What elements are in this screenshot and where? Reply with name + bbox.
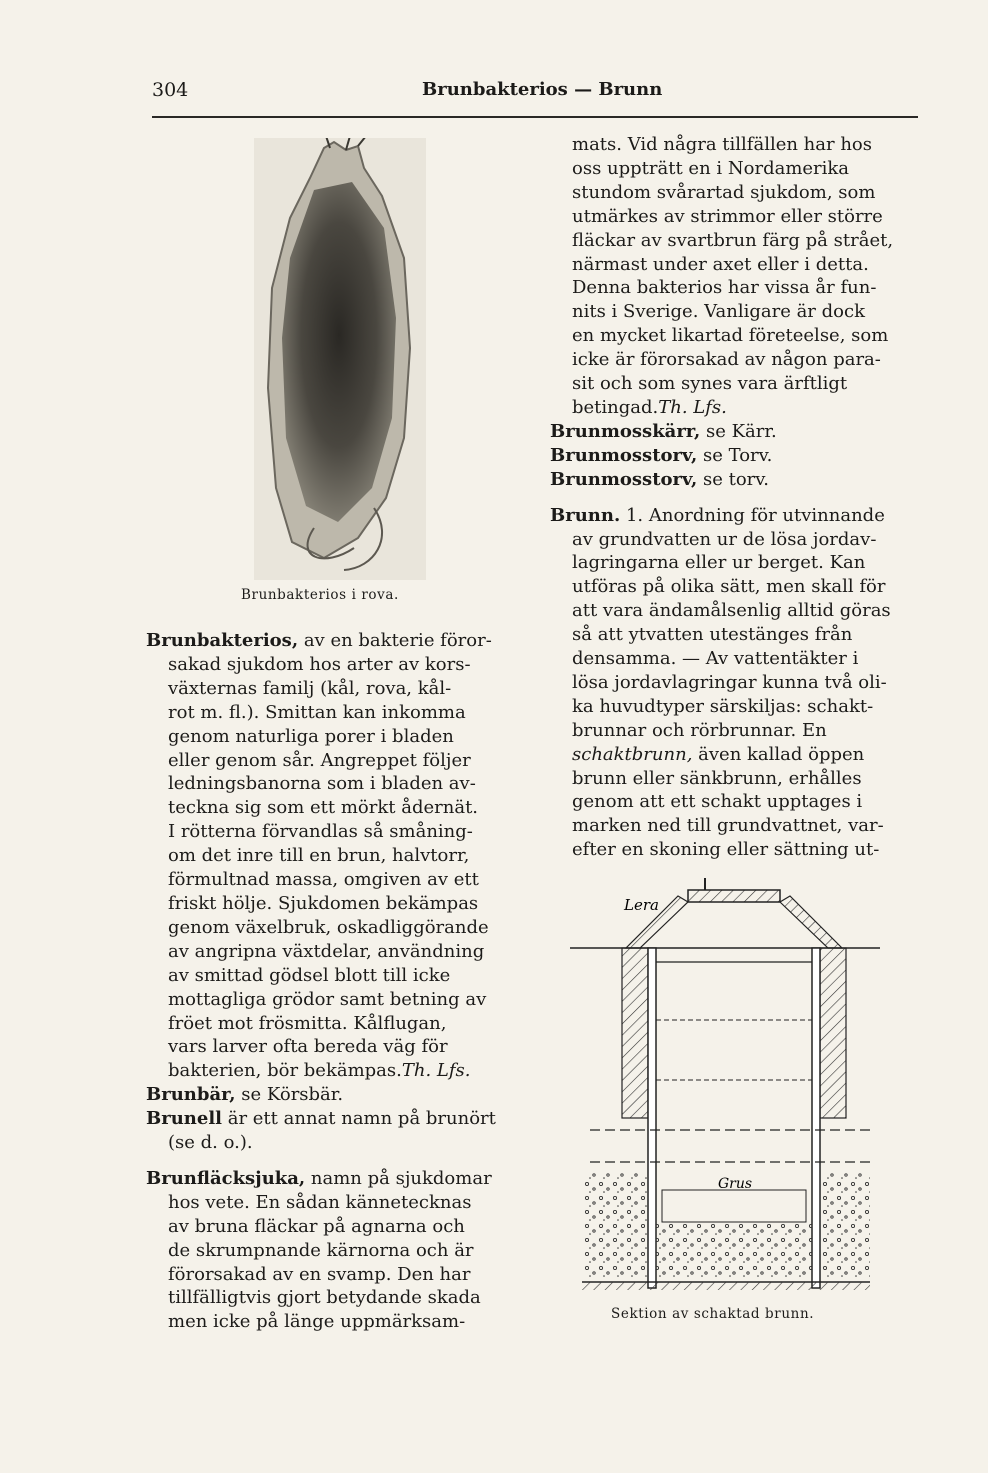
- signature: Th. Lfs.: [658, 396, 727, 418]
- entry-line: av smittad gödsel blott till icke: [168, 964, 451, 986]
- entry-line: hos vete. En sådan kännetecknas: [168, 1191, 472, 1213]
- entry-brunmosstorv: [550, 444, 920, 468]
- entry-line: men icke på länge uppmärksam-: [168, 1311, 466, 1333]
- headword: Brunmosstorv,: [550, 444, 698, 466]
- entry-line: oss uppträtt en i Nordamerika: [572, 157, 850, 179]
- headword: Brunfläcksjuka,: [146, 1167, 306, 1189]
- label-grus: Grus: [718, 1176, 753, 1192]
- entry-line: genom naturliga porer i bladen: [168, 725, 454, 747]
- entry-line: de skrumpnande kärnorna och är: [168, 1239, 474, 1261]
- headword: Brunell: [146, 1108, 222, 1130]
- entry-line: friskt hölje. Sjukdomen bekämpas: [168, 892, 479, 914]
- entry-line: eller genom sår. Angreppet följer: [168, 749, 471, 771]
- entry-line: fläckar av svartbrun färg på strået,: [572, 229, 894, 251]
- headword: Brunbär,: [146, 1084, 236, 1106]
- entry-line: vars larver ofta bereda väg för: [168, 1036, 448, 1058]
- entry-line: marken ned till grundvattnet, var-: [572, 815, 884, 837]
- label-lera: Lera: [624, 896, 659, 914]
- entry-line: så att ytvatten utestänges från: [572, 624, 853, 646]
- entry-line: brunnar och rörbrunnar. En: [572, 719, 827, 741]
- entry-line: att vara ändamålsenlig alltid göras: [572, 600, 891, 622]
- entry-line: genom växelbruk, oskadliggörande: [168, 916, 489, 938]
- entry-line: namn på sjukdomar: [305, 1167, 492, 1189]
- entry-brunmosstorv-2: [550, 468, 920, 492]
- entry-line: tillfälligtvis gjort betydande skada: [168, 1287, 481, 1309]
- turnip-illustration: [254, 138, 426, 580]
- entry-line: ka huvudtyper särskiljas: schakt-: [572, 695, 874, 717]
- entry-line: rot m. fl.). Smittan kan inkomma: [168, 701, 466, 723]
- entry-line: mats. Vid några tillfällen har hos: [572, 134, 872, 155]
- entry-line: Denna bakterios har vissa år fun-: [572, 277, 877, 299]
- entry-line: I rötterna förvandlas så småning-: [168, 821, 473, 843]
- entry-line: av grundvatten ur de lösa jordav-: [572, 528, 877, 550]
- entry-line: se Kärr.: [700, 420, 777, 442]
- well-section-figure: [570, 872, 880, 1300]
- headword: Brunn.: [550, 504, 621, 526]
- headword: Brunmosstorv,: [550, 468, 698, 490]
- entry-brunell: [146, 1107, 516, 1155]
- entry-line: fröet mot frösmitta. Kålflugan,: [168, 1012, 447, 1034]
- running-head: Brunbakterios — Brunn: [422, 79, 663, 100]
- entry-line: utföras på olika sätt, men skall för: [572, 576, 886, 598]
- entry-line: lagringarna eller ur berget. Kan: [572, 552, 866, 574]
- header-rule: [152, 116, 918, 118]
- entry-brunbakterios: [146, 629, 516, 1083]
- entry-line: stundom svårartad sjukdom, som: [572, 181, 876, 203]
- page-number: 304: [152, 79, 189, 101]
- entry-line: sakad sjukdom hos arter av kors-: [168, 653, 471, 675]
- well-section-diagram: [570, 872, 880, 1300]
- entry-line: betingad.: [572, 396, 659, 418]
- headword: Brunbakterios,: [146, 630, 299, 651]
- right-figure-caption: Sektion av schaktad brunn.: [611, 1306, 815, 1322]
- entry-line: sit och som synes vara ärftligt: [572, 373, 848, 395]
- entry-line: 1. Anordning för utvinnande: [620, 504, 885, 526]
- entry-line: genom att ett schakt upptages i: [572, 791, 863, 813]
- entry-line: även kallad öppen: [692, 743, 865, 765]
- entry-line: bakterien, bör bekämpas.: [168, 1060, 402, 1082]
- right-column: [550, 133, 920, 862]
- entry-line: lösa jordavlagringar kunna två oli-: [572, 671, 887, 693]
- entry-line: av bruna fläckar på agnarna och: [168, 1215, 465, 1237]
- entry-line: ledningsbanorna som i bladen av-: [168, 773, 476, 795]
- entry-line: teckna sig som ett mörkt ådernät.: [168, 797, 479, 819]
- headword: Brunmosskärr,: [550, 420, 701, 442]
- entry-line: nits i Sverige. Vanligare är dock: [572, 301, 865, 323]
- entry-line: om det inre till en brun, halvtorr,: [168, 845, 470, 867]
- entry-brunbar: [146, 1083, 516, 1107]
- entry-line: brunn eller sänkbrunn, erhålles: [572, 767, 862, 789]
- entry-brunflacksjuka: [146, 1167, 516, 1334]
- entry-line: av angripna växtdelar, användning: [168, 940, 485, 962]
- entry-line: se torv.: [697, 468, 770, 490]
- entry-line: är ett annat namn på brunört: [222, 1108, 496, 1130]
- entry-line: utmärkes av strimmor eller större: [572, 205, 883, 227]
- signature: Th. Lfs.: [401, 1060, 471, 1082]
- turnip-figure: [254, 138, 426, 580]
- entry-line: av en bakterie föror-: [298, 630, 492, 651]
- entry-line: närmast under axet eller i detta.: [572, 253, 869, 275]
- entry-line: mottagliga grödor samt betning av: [168, 988, 487, 1010]
- entry-line: se Torv.: [697, 444, 773, 466]
- entry-brunmosskarr: [550, 420, 920, 444]
- entry-line: (se d. o.).: [168, 1132, 253, 1154]
- entry-brunn: [550, 504, 920, 863]
- entry-line: en mycket likartad företeelse, som: [572, 325, 889, 347]
- left-figure-caption: Brunbakterios i rova.: [241, 587, 399, 603]
- entry-continuation: [550, 133, 920, 420]
- entry-line: växternas familj (kål, rova, kål-: [168, 677, 452, 699]
- entry-line: efter en skoning eller sättning ut-: [572, 839, 880, 861]
- italic-term: schaktbrunn,: [572, 743, 693, 765]
- entry-line: icke är förorsakad av någon para-: [572, 349, 881, 371]
- entry-line: förorsakad av en svamp. Den har: [168, 1263, 471, 1285]
- entry-line: densamma. — Av vattentäkter i: [572, 648, 859, 670]
- entry-line: förmultnad massa, omgiven av ett: [168, 869, 479, 891]
- left-column: [146, 629, 516, 1334]
- entry-line: se Körsbär.: [235, 1084, 344, 1106]
